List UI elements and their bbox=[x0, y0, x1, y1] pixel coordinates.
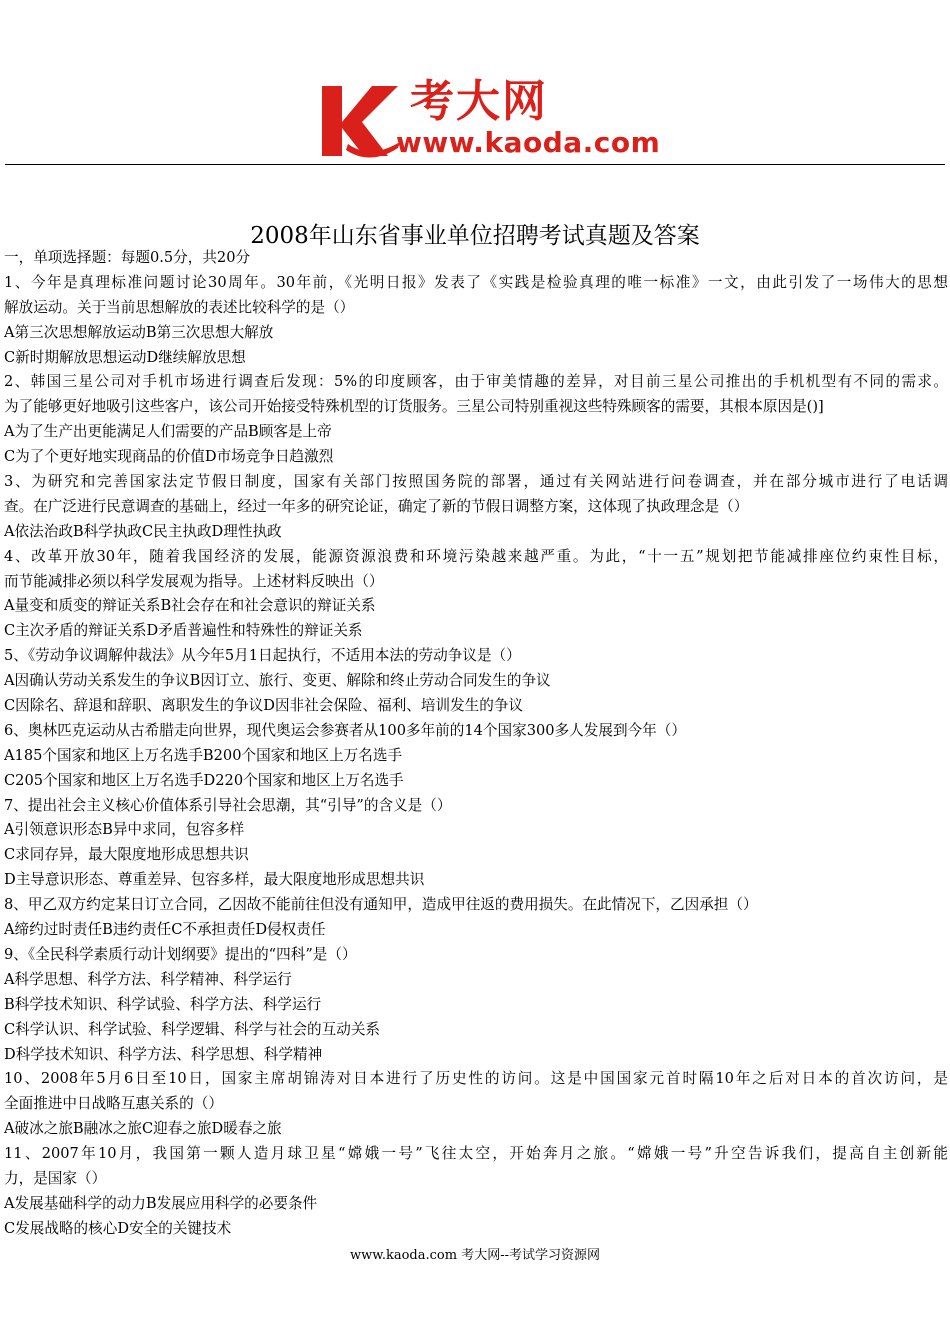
option-line: C发展战略的核心D安全的关键技术 bbox=[4, 1219, 232, 1237]
question-line: 查。在广泛进行民意调查的基础上，经过一年多的研究论证，确定了新的节假日调整方案，这体现了执政理念是（） bbox=[4, 497, 749, 515]
option-line: C为了个更好地实现商品的价值D市场竞争日趋激烈 bbox=[4, 448, 334, 466]
question-line: 5、《劳动争议调解仲裁法》从今年5月1日起执行，不适用本法的劳动争议是（） bbox=[4, 647, 521, 665]
header-divider bbox=[5, 164, 945, 165]
option-line: A缔约过时责任B违约责任C不承担责任D侵权责任 bbox=[4, 921, 326, 939]
question-line: 而节能减排必须以科学发展观为指导。上述材料反映出（） bbox=[4, 572, 384, 590]
page-header bbox=[0, 0, 950, 170]
question-line: 9、《全民科学素质行动计划纲要》提出的“四科”是（） bbox=[4, 945, 357, 963]
option-line: C主次矛盾的辩证关系D矛盾普遍性和特殊性的辩证关系 bbox=[4, 622, 363, 640]
option-line: C因除名、辞退和辞职、离职发生的争议D因非社会保险、福利、培训发生的争议 bbox=[4, 697, 524, 715]
option-line: C科学认识、科学试验、科学逻辑、科学与社会的互动关系 bbox=[4, 1020, 381, 1038]
page-footer: www.kaoda.com 考大网--考试学习资源网 bbox=[350, 1248, 600, 1263]
option-line: A量变和质变的辩证关系B社会存在和社会意识的辩证关系 bbox=[4, 597, 376, 615]
question-line: 10、2008年5月6日至10日，国家主席胡锦涛对日本进行了历史性的访问。这是中国国家元首时隔10年之后对日本的首次访问，是 bbox=[4, 1070, 948, 1088]
option-line: A因确认劳动关系发生的争议B因订立、旅行、变更、解除和终止劳动合同发生的争议 bbox=[4, 672, 551, 690]
option-line: A科学思想、科学方法、科学精神、科学运行 bbox=[4, 970, 292, 988]
option-line: D主导意识形态、尊重差异、包容多样，最大限度地形成思想共识 bbox=[4, 871, 425, 889]
logo-brand-text: 考大网 bbox=[410, 76, 548, 127]
option-line: A为了生产出更能满足人们需要的产品B顾客是上帝 bbox=[4, 423, 332, 441]
document-body bbox=[4, 246, 948, 1242]
k-logo-icon bbox=[318, 82, 402, 160]
kaoda-logo[interactable] bbox=[318, 76, 661, 166]
question-line: 2、韩国三星公司对手机市场进行调查后发现：5%的印度顾客，由于审美情趣的差异，对目前三星公司推出的手机机型有不同的需求。 bbox=[4, 373, 948, 391]
question-line: 1、今年是真理标准问题讨论30周年。30年前，《光明日报》发表了《实践是检验真理的唯一标准》一文，由此引发了一场伟大的思想 bbox=[4, 273, 948, 291]
question-line: 4、改革开放30年，随着我国经济的发展，能源资源浪费和环境污染越来越严重。为此，“十一五”规划把节能减排座位约束性目标， bbox=[4, 547, 948, 565]
section-heading: 一，单项选择题：每题0.5分，共20分 bbox=[4, 249, 251, 266]
option-line: C求同存异，最大限度地形成思想共识 bbox=[4, 846, 249, 864]
question-line: 8、甲乙双方约定某日订立合同，乙因故不能前往但没有通知甲，造成甲往返的费用损失。在此情况下，乙因承担（） bbox=[4, 896, 758, 914]
option-line: C新时期解放思想运动D继续解放思想 bbox=[4, 348, 246, 366]
option-line: A依法治政B科学执政C民主执政D理性执政 bbox=[4, 522, 282, 540]
option-line: A185个国家和地区上万名选手B200个国家和地区上万名选手 bbox=[4, 746, 403, 764]
logo-url-text: www.kaoda.com bbox=[396, 126, 661, 159]
option-line: A发展基础科学的动力B发展应用科学的必要条件 bbox=[4, 1194, 318, 1212]
question-line: 3、为研究和完善国家法定节假日制度，国家有关部门按照国务院的部署，通过有关网站进行问卷调查，并在部分城市进行了电话调 bbox=[4, 473, 948, 491]
page-title: 2008年山东省事业单位招聘考试真题及答案 bbox=[250, 223, 700, 250]
question-line: 力，是国家（） bbox=[4, 1169, 107, 1187]
question-line: 6、奥林匹克运动从古希腊走向世界，现代奥运会参赛者从100多年前的14个国家300多人发展到今年（） bbox=[4, 721, 686, 739]
option-line: C205个国家和地区上万名选手D220个国家和地区上万名选手 bbox=[4, 771, 404, 789]
question-line: 11、2007年10月，我国第一颗人造月球卫星“嫦娥一号”飞往太空，开始奔月之旅。“嫦娥一号”升空告诉我们，提高自主创新能 bbox=[4, 1145, 948, 1163]
option-line: A第三次思想解放运动B第三次思想大解放 bbox=[4, 323, 274, 341]
option-line: B科学技术知识、科学试验、科学方法、科学运行 bbox=[4, 995, 322, 1013]
question-line: 为了能够更好地吸引这些客户，该公司开始接受特殊机型的订货服务。三星公司特别重视这些特殊顾客的需要，其根本原因是()] bbox=[4, 398, 824, 416]
option-line: D科学技术知识、科学方法、科学思想、科学精神 bbox=[4, 1045, 323, 1063]
option-line: A引领意识形态B异中求同，包容多样 bbox=[4, 821, 245, 839]
question-line: 全面推进中日战略互惠关系的（） bbox=[4, 1095, 223, 1113]
question-line: 7、提出社会主义核心价值体系引导社会思潮，其“引导”的含义是（） bbox=[4, 796, 452, 814]
option-line: A破冰之旅B融冰之旅C迎春之旅D暖春之旅 bbox=[4, 1120, 282, 1138]
question-line: 解放运动。关于当前思想解放的表述比较科学的是（） bbox=[4, 298, 355, 316]
